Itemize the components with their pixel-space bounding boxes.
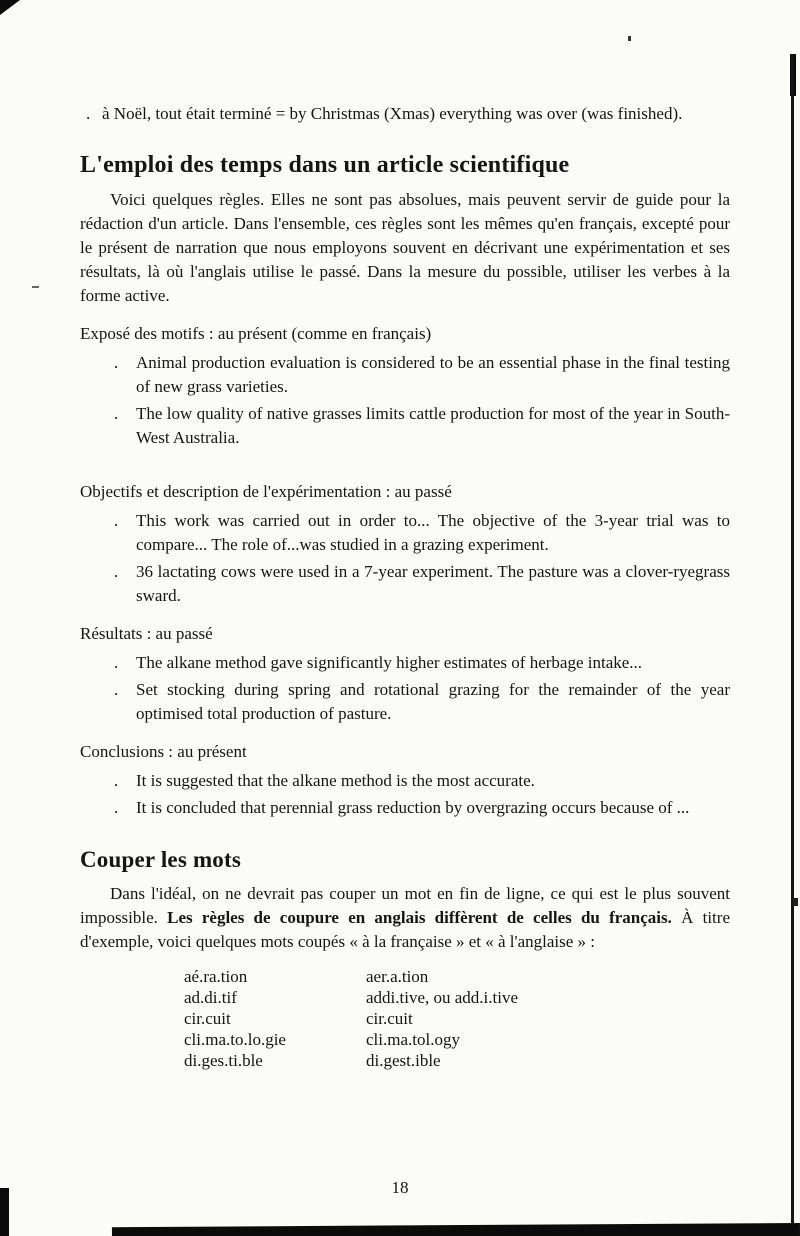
- bullet-item: [114, 509, 730, 557]
- carryover-bullet-text: à Noël, tout était terminé = by Christmas (Xmas) everything was over (was finished).: [102, 104, 683, 123]
- bullet-marker: .: [114, 353, 119, 372]
- french-word: ad.di.tif: [184, 988, 237, 1007]
- english-word: cli.ma.tol.ogy: [366, 1030, 460, 1049]
- english-word: aer.a.tion: [366, 967, 429, 986]
- subsection-heading-expose-motifs: Exposé des motifs : au présent (comme en français): [80, 324, 432, 343]
- hyphenation-examples-table: [184, 966, 730, 1071]
- bullet-text: This work was carried out in order to... The objective of the 3-year trial was to compare... The role of...was studied in a grazing experiment.: [136, 511, 730, 554]
- subsection-heading-resultats: Résultats : au passé: [80, 624, 213, 643]
- word-pair-row: [184, 987, 730, 1008]
- french-word: cli.ma.to.lo.gie: [184, 1030, 286, 1049]
- english-word: di.gest.ible: [366, 1051, 441, 1070]
- bullet-marker: .: [114, 771, 119, 790]
- bullet-text: 36 lactating cows were used in a 7-year experiment. The pasture was a clover-ryegrass sward.: [136, 562, 730, 605]
- tenses-intro-paragraph: Voici quelques règles. Elles ne sont pas absolues, mais peuvent servir de guide pour la rédaction d'un article. Dans l'ensemble, ces règles sont les mêmes qu'en français, excepté pour le présent de narration que nous employons souvent en décrivant une expérimentation et ses résultats, là où l'anglais utilise le passé. Dans la mesure du possible, utiliser les verbes à la forme active.: [80, 190, 730, 305]
- english-word: addi.tive, ou add.i.tive: [366, 988, 519, 1007]
- word-pair-row: [184, 1029, 730, 1050]
- subsection-heading-conclusions: Conclusions : au présent: [80, 742, 247, 761]
- bullet-text: The low quality of native grasses limits cattle production for most of the year in South-West Australia.: [136, 404, 730, 447]
- scan-artifact-right-tick: [793, 898, 798, 906]
- section-title-tenses: L'emploi des temps dans un article scientifique: [80, 152, 570, 178]
- bullet-marker: .: [114, 511, 119, 530]
- word-pair-row: [184, 1008, 730, 1029]
- bullet-marker: .: [114, 653, 119, 672]
- bullet-marker: .: [86, 104, 91, 123]
- bullet-item: [114, 402, 730, 450]
- bullet-text: Animal production evaluation is considered to be an essential phase in the final testing of new grass varieties.: [136, 353, 730, 396]
- bullet-text: It is concluded that perennial grass reduction by overgrazing occurs because of ...: [136, 798, 690, 817]
- carryover-bullet: [86, 102, 730, 126]
- bullet-marker: .: [114, 562, 119, 581]
- french-word: cir.cuit: [184, 1009, 231, 1028]
- bullet-item: [114, 351, 730, 399]
- hyphenation-paragraph: [80, 882, 730, 954]
- scan-artifact-right-edge: [791, 54, 794, 1236]
- bullet-item: [114, 651, 730, 675]
- hyphenation-bold-rule: Les règles de coupure en anglais diffèrent de celles du français.: [167, 908, 672, 927]
- page-content: [80, 0, 730, 1071]
- scan-dash-left-margin: [32, 286, 39, 288]
- hyphenation-text-before: Dans l'idéal, on ne devrait pas couper un mot en fin de ligne, ce qui est le plus souvent impossible.: [80, 884, 730, 927]
- french-word: di.ges.ti.ble: [184, 1051, 263, 1070]
- bullet-text: Set stocking during spring and rotational grazing for the remainder of the year optimised total production of pasture.: [136, 680, 730, 723]
- section-title-couper-les-mots: Couper les mots: [80, 847, 242, 872]
- bullet-item: [114, 560, 730, 608]
- english-word: cir.cuit: [366, 1009, 413, 1028]
- bullet-item: [114, 796, 730, 820]
- bullet-text: It is suggested that the alkane method is the most accurate.: [136, 771, 535, 790]
- scan-artifact-bottom-bar: [112, 1223, 800, 1236]
- bullet-item: [114, 678, 730, 726]
- bullet-marker: .: [114, 680, 119, 699]
- word-pair-row: [184, 966, 730, 987]
- french-word: aé.ra.tion: [184, 967, 248, 986]
- subsection-heading-objectifs: Objectifs et description de l'expérimentation : au passé: [80, 482, 452, 501]
- page-number: 18: [391, 1178, 409, 1197]
- word-pair-row: [184, 1050, 730, 1071]
- bullet-item: [114, 769, 730, 793]
- scan-artifact-top-left: [0, 0, 20, 15]
- bullet-marker: .: [114, 404, 119, 423]
- bullet-text: The alkane method gave significantly higher estimates of herbage intake...: [136, 653, 643, 672]
- bullet-marker: .: [114, 798, 119, 817]
- hyphenation-text-after: À titre d'exemple, voici quelques mots coupés « à la française » et « à l'anglaise » :: [80, 908, 730, 951]
